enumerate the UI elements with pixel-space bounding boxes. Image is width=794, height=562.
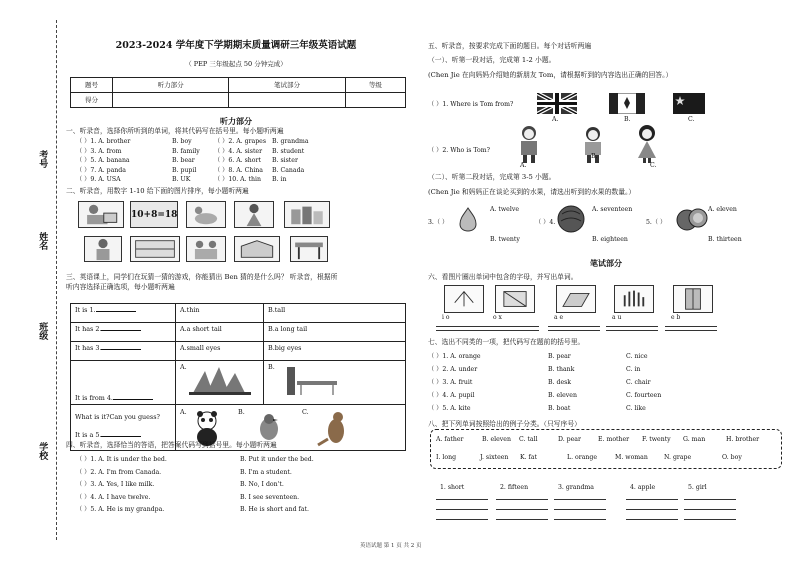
q8-word: A. father <box>436 436 464 443</box>
q4-item: （ ）3. A. Yes, I like milk. <box>76 481 155 488</box>
q7-item: （ ）5. A. kite <box>428 405 471 412</box>
q8-word: J. sixteen <box>480 454 509 461</box>
score-header-written: 笔试部分 <box>229 78 345 93</box>
q5-q1-opt-c: C. <box>688 116 695 123</box>
score-row-label: 得分 <box>71 93 113 108</box>
score-cell[interactable] <box>113 93 229 108</box>
q8-answer-line[interactable] <box>436 499 488 500</box>
q6-writing-line[interactable] <box>436 330 488 331</box>
q7-item: （ ）4. A. pupil <box>428 392 475 399</box>
q7-item-option-b: B. pear <box>548 353 571 360</box>
q5-q2-opt-b: B. <box>591 153 598 160</box>
q6-letters[interactable]: a e <box>554 314 564 321</box>
q4-item-option-b: B. No, I don't. <box>240 481 284 488</box>
q2-picture-duck <box>186 201 226 228</box>
q8-answer-line[interactable] <box>496 509 548 510</box>
q6-writing-line[interactable] <box>548 330 600 331</box>
q7-instructions: 七、选出不同类的一项，把代码写在题前的括号里。 <box>428 338 585 346</box>
q1-item: B. Canada <box>272 166 305 174</box>
q4-item-option-b: B. Put it under the bed. <box>240 456 314 463</box>
q3-row5-b-label: B. <box>238 408 245 416</box>
bottle-picture <box>673 285 713 313</box>
q8-example-word: 4. apple <box>630 484 656 491</box>
q1-item: （ ）2. A. grapes <box>214 138 267 145</box>
q1-item: B. in <box>272 176 287 183</box>
written-section-title: 笔试部分 <box>590 258 622 268</box>
q6-writing-line[interactable] <box>436 326 488 327</box>
q5-q1-opt-b: B. <box>624 116 631 123</box>
q3-row2-b: B.a long tail <box>264 323 406 342</box>
q3-row2-a: A.a short tail <box>176 323 264 342</box>
pear-icon <box>456 206 480 232</box>
q8-answer-line[interactable] <box>554 509 606 510</box>
q5-q3-label: 3.（ ） <box>428 219 449 226</box>
q6-writing-line[interactable] <box>487 330 539 331</box>
canada-flag-icon <box>609 93 645 114</box>
q1-item: （ ）3. A. from <box>76 147 122 155</box>
q4-item-option-b: B. He is short and fat. <box>240 506 309 513</box>
q3-row3-a: A.small eyes <box>176 342 264 361</box>
q4-item-option-b: B. I see seventeen. <box>240 493 300 501</box>
q8-example-word: 5. girl <box>688 484 707 491</box>
q4-instructions: 四、听录音，选择恰当的答语，把答案代码写到括号里。每小题听两遍 <box>66 441 277 449</box>
listening-section-title: 听力部分 <box>220 116 252 126</box>
q7-item-option-c: C. in <box>626 366 641 373</box>
q8-answer-line[interactable] <box>684 509 736 510</box>
q1-item: （ ）9. A. USA <box>76 176 121 183</box>
q2-picture-books <box>284 201 330 228</box>
q2-picture-boy <box>84 236 122 262</box>
q6-letters[interactable]: i o <box>442 314 450 321</box>
q8-example-word: 2. fifteen <box>500 484 529 491</box>
q3-row4-b-label: B. <box>268 363 275 371</box>
score-header-grade: 等级 <box>345 78 405 93</box>
q8-word-box <box>430 429 782 469</box>
q8-word: N. grape <box>664 454 692 461</box>
sydney-opera-house-picture <box>189 363 251 395</box>
q8-answer-line[interactable] <box>626 499 678 500</box>
q3-row3-b: B.big eyes <box>264 342 406 361</box>
side-label-exam-number: 考号 <box>37 150 48 168</box>
watermelon-icon <box>556 204 586 234</box>
q3-row5-a-label: A. <box>180 408 187 416</box>
answer-blank[interactable] <box>101 344 141 350</box>
side-label-class: 班级 <box>37 322 48 340</box>
q8-answer-line[interactable] <box>554 499 606 500</box>
q3-row1-left <box>71 304 176 323</box>
oranges-icon <box>676 204 708 232</box>
q2-picture-classroom <box>130 236 180 262</box>
q7-item-option-b: B. desk <box>548 379 572 386</box>
q6-writing-line[interactable] <box>606 330 658 331</box>
q8-word: O. boy <box>722 454 742 461</box>
q5-q5-opt-b: B. thirteen <box>708 236 742 243</box>
q8-word: G. man <box>683 436 706 443</box>
q2-picture-equation <box>130 201 178 228</box>
boy-picture <box>516 124 542 164</box>
q1-item: B. boy <box>172 138 192 145</box>
q2-picture-table <box>290 236 328 262</box>
bird-picture <box>254 411 284 445</box>
q8-instructions: 八、把下列单词按照给出的例子分类。（只写序号） <box>428 420 581 428</box>
q7-item: （ ）2. A. under <box>428 366 478 373</box>
q5-q3-opt-a: A. twelve <box>490 206 519 213</box>
kite-picture <box>444 285 484 313</box>
q1-item: （ ）10. A. thin <box>214 176 261 183</box>
answer-blank[interactable] <box>113 394 153 400</box>
q3-row4-text: It is from 4. <box>75 394 113 402</box>
bag-picture <box>556 285 596 313</box>
q8-answer-line[interactable] <box>626 519 678 520</box>
q1-item: （ ）4. A. sister <box>214 147 263 155</box>
q1-item: B. grandma <box>272 138 309 145</box>
q4-item-option-b: B. I'm a student. <box>240 468 292 476</box>
q2-picture-children <box>186 236 226 262</box>
q8-word: M. woman <box>615 454 648 461</box>
q1-item: （ ）5. A. banana <box>76 157 130 164</box>
q3-row2-text: It has 2. <box>75 325 102 333</box>
q5-q2-label: （ ）2. Who is Tom? <box>428 147 490 154</box>
girl-picture <box>634 124 660 164</box>
q3-row2-left <box>71 323 176 342</box>
q6-writing-line[interactable] <box>606 326 658 327</box>
answer-blank[interactable] <box>101 325 141 331</box>
score-header-number: 题号 <box>71 78 113 93</box>
q5-q1-label: （ ）1. Where is Tom from? <box>428 101 514 108</box>
q2-picture-woman <box>234 201 274 228</box>
q5-q5-opt-a: A. eleven <box>708 206 737 213</box>
q3-row1-b: B.tall <box>264 304 406 323</box>
side-label-school: 学校 <box>37 442 48 460</box>
q8-word: B. eleven <box>482 436 511 443</box>
q7-item: （ ）1. A. orange <box>428 353 481 360</box>
q7-item-option-c: C. fourteen <box>626 392 662 399</box>
q2-picture-box <box>234 236 280 262</box>
answer-blank[interactable] <box>101 431 141 437</box>
q3-row1-a: A.thin <box>176 304 264 323</box>
q5-q5-label: 5.（ ） <box>646 219 667 226</box>
page-subtitle: （ PEP 三年级起点 50 分钟完成） <box>185 60 287 68</box>
binding-line <box>56 20 57 540</box>
q5-instructions: 五、听录音，按要求完成下面的题目。每个对话听两遍 <box>428 42 592 50</box>
q3-row4-a-label: A. <box>180 363 187 371</box>
q5-q2-opt-a: A. <box>520 162 527 169</box>
q8-answer-line[interactable] <box>684 499 736 500</box>
q3-row4-a <box>176 361 264 405</box>
q2-equation-text: 10+8=18 <box>131 210 178 220</box>
q8-answer-line[interactable] <box>436 509 488 510</box>
q5-q2-opt-c: C. <box>650 162 657 169</box>
q8-answer-line[interactable] <box>496 499 548 500</box>
q7-item-option-c: C. nice <box>626 353 648 360</box>
q8-word: K. fat <box>520 454 538 461</box>
q8-word: E. mother <box>598 436 630 443</box>
q8-answer-line[interactable] <box>436 519 488 520</box>
q7-item-option-b: B. boat <box>548 405 571 412</box>
q8-example-word: 1. short <box>440 484 465 491</box>
q5-part2: （二）、听第二段对话，完成第 3-5 小题。 <box>428 173 556 181</box>
q8-word: C. tall <box>519 436 538 443</box>
q3-row3-text: It has 3. <box>75 344 102 352</box>
q6-letters[interactable]: e b <box>671 314 681 321</box>
q5-q4-opt-a: A. seventeen <box>592 206 633 213</box>
q5-q4-label: （ ）4. <box>535 219 556 226</box>
q6-instructions: 六、看图片圈出单词中包含的字母，并写出单词。 <box>428 273 578 281</box>
q1-item: （ ）8. A. China <box>214 166 263 174</box>
q5-q1-opt-a: A. <box>552 116 559 123</box>
score-table <box>70 77 406 108</box>
q5-q4-opt-b: B. eighteen <box>592 236 628 243</box>
q1-item: （ ）7. A. panda <box>76 166 126 174</box>
q6-letters[interactable]: o x <box>493 314 502 321</box>
q1-item: B. UK <box>172 176 191 183</box>
q1-item: （ ）1. A. brother <box>76 138 131 145</box>
score-header-listening: 听力部分 <box>113 78 229 93</box>
q6-writing-line[interactable] <box>665 330 717 331</box>
score-cell[interactable] <box>229 93 345 108</box>
side-label-name: 姓名 <box>37 232 48 250</box>
q6-writing-line[interactable] <box>665 326 717 327</box>
q3-row1-text: It is 1. <box>75 306 96 314</box>
q8-answer-line[interactable] <box>554 519 606 520</box>
q3-row4-b <box>264 361 406 405</box>
q7-item-option-c: C. chair <box>626 379 651 386</box>
big-ben-picture <box>277 363 339 395</box>
q8-answer-line[interactable] <box>626 509 678 510</box>
q3-row5-text: It is a 5. <box>75 431 102 439</box>
q8-answer-line[interactable] <box>684 519 736 520</box>
q8-word: D. pear <box>558 436 581 443</box>
q2-instructions: 二、听录音，用数字 1-10 给下面的图片排序，每小题听两遍 <box>66 187 249 195</box>
q5-part2-note: (Chen Jie 和妈妈正在谈论买到的水果，请选出听到的水果的数量。） <box>428 188 636 196</box>
q3-row4-left <box>71 361 176 405</box>
q6-writing-line[interactable] <box>487 326 539 327</box>
q8-example-word: 3. grandma <box>558 484 594 491</box>
q4-item: （ ）5. A. He is my grandpa. <box>76 506 165 513</box>
q3-row5-c-label: C. <box>302 408 309 416</box>
q6-writing-line[interactable] <box>548 326 600 327</box>
q1-instructions: 一、听录音，选择你所听到的单词，将其代码写在括号里。每小题听两遍 <box>66 127 284 135</box>
score-cell[interactable] <box>345 93 405 108</box>
page-footer: 英语试题 第 1 页 共 2 页 <box>360 543 422 549</box>
q8-word: L. orange <box>567 454 598 461</box>
q8-word: H. brother <box>726 436 760 443</box>
q3-row5-question: What is it?Can you guess? <box>75 413 160 421</box>
q1-item: B. bear <box>172 157 195 164</box>
q4-item: （ ）4. A. I have twelve. <box>76 493 151 501</box>
q1-item: （ ）6. A. short <box>214 157 261 164</box>
q3-instructions-line1: 三、英语课上，同学们在玩猜一猜的游戏，你能猜出 Ben 猜的是什么吗？ 听录音，根据所 <box>66 273 338 281</box>
answer-blank[interactable] <box>96 306 136 312</box>
q7-item: （ ）3. A. fruit <box>428 379 473 386</box>
q1-item: B. pupil <box>172 166 197 174</box>
q4-item: （ ）1. A. It is under the bed. <box>76 456 167 463</box>
q5-part1-note: (Chen Jie 在向妈妈介绍她的新朋友 Tom，请根据听到的内容选出正确的回答。） <box>428 71 673 79</box>
q4-item: （ ）2. A. I'm from Canada. <box>76 468 162 476</box>
china-flag-icon <box>673 93 705 114</box>
uk-flag-icon <box>537 93 577 114</box>
q5-q3-opt-b: B. twenty <box>490 236 520 243</box>
q1-item: B. student <box>272 147 305 155</box>
q7-item-option-b: B. thank <box>548 366 575 373</box>
q8-answer-line[interactable] <box>496 519 548 520</box>
q7-item-option-c: C. like <box>626 405 646 412</box>
q3-row3-left <box>71 342 176 361</box>
hand-picture <box>614 285 654 313</box>
q1-item: B. family <box>172 147 200 155</box>
q2-picture-girl-reading <box>78 201 124 228</box>
q3-instructions-line2: 听内容选择正确选项，每小题听两遍 <box>66 283 175 291</box>
q8-word: F. twenty <box>642 436 671 443</box>
q8-word: I. long <box>436 454 457 461</box>
box-picture <box>495 285 535 313</box>
page-title: 2023-2024 学年度下学期期末质量调研三年级英语试题 <box>115 40 357 51</box>
q5-part1: （一）、听第一段对话，完成第 1-2 小题。 <box>428 56 556 64</box>
q7-item-option-b: B. eleven <box>548 392 577 399</box>
q1-item: B. sister <box>272 157 298 164</box>
q6-letters[interactable]: a u <box>612 314 622 321</box>
q3-table <box>70 303 406 451</box>
